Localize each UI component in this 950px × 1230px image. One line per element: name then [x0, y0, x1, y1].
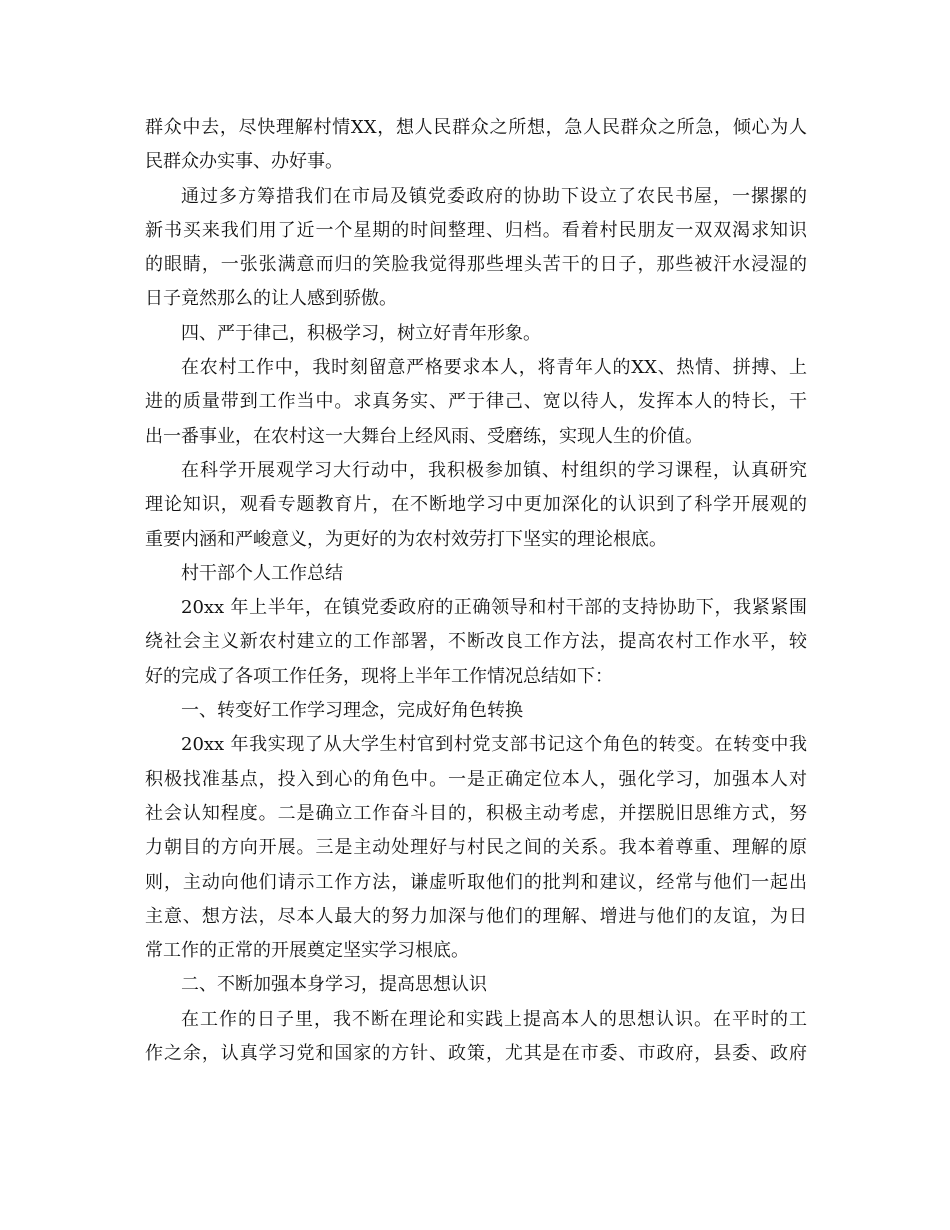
text-line: 作之余，认真学习党和国家的方针、政策，尤其是在市委、市政府，县委、政府 [145, 1043, 807, 1065]
text-line: 日子竟然那么的让人感到骄傲。 [145, 288, 397, 310]
document-body [145, 111, 807, 1071]
paragraph-first-line: 在农村工作中，我时刻留意严格要求本人，将青年人的XX、热情、拼搏、上 [181, 357, 807, 379]
paragraph-first-line: 在工作的日子里，我不断在理论和实践上提高本人的思想认识。在平时的工 [181, 1008, 807, 1030]
text-line: 的眼睛，一张张满意而归的笑脸我觉得那些埋头苦干的日子，那些被汗水浸湿的 [145, 254, 807, 276]
text-line: 进的质量带到工作当中。求真务实、严于律己、宽以待人，发挥本人的特长，干 [145, 391, 807, 413]
text-line: 社会认知程度。二是确立工作奋斗目的，积极主动考虑，并摆脱旧思维方式，努 [145, 802, 807, 824]
text-line: 理论知识，观看专题教育片，在不断地学习中更加深化的认识到了科学开展观的 [145, 494, 807, 516]
text-line: 则，主动向他们请示工作方法，谦虚听取他们的批判和建议，经常与他们一起出 [145, 871, 807, 893]
paragraph-first-line: 20xx 年上半年，在镇党委政府的正确领导和村干部的支持协助下，我紧紧围 [181, 597, 807, 619]
document-title: 村干部个人工作总结 [181, 562, 343, 584]
text-line: 新书买来我们用了近一个星期的时间整理、归档。看着村民朋友一双双渴求知识 [145, 219, 807, 241]
section-heading: 一、转变好工作学习理念，完成好角色转换 [181, 700, 523, 722]
text-line: 群众中去，尽快理解村情XX，想人民群众之所想，急人民群众之所急，倾心为人 [145, 117, 807, 138]
text-line: 主意、想方法，尽本人最大的努力加深与他们的理解、增进与他们的友谊，为日 [145, 905, 807, 927]
text-line: 出一番事业，在农村这一大舞台上经风雨、受磨练，实现人生的价值。 [145, 425, 703, 447]
text-line: 好的完成了各项工作任务，现将上半年工作情况总结如下： [145, 665, 613, 687]
section-heading: 四、严于律己，积极学习，树立好青年形象。 [181, 322, 541, 344]
text-line: 绕社会主义新农村建立的工作部署，不断改良工作方法，提高农村工作水平，较 [145, 631, 807, 653]
section-heading: 二、不断加强本身学习，提高思想认识 [181, 974, 487, 996]
text-line: 民群众办实事、办好事。 [145, 151, 343, 173]
text-line: 积极找准基点，投入到心的角色中。一是正确定位本人，强化学习，加强本人对 [145, 768, 807, 790]
text-line: 常工作的正常的开展奠定坚实学习根底。 [145, 940, 469, 962]
text-line: 重要内涵和严峻意义，为更好的为农村效劳打下坚实的理论根底。 [145, 528, 667, 550]
paragraph-first-line: 在科学开展观学习大行动中，我积极参加镇、村组织的学习课程，认真研究 [181, 459, 807, 481]
paragraph-first-line: 20xx 年我实现了从大学生村官到村党支部书记这个角色的转变。在转变中我 [181, 734, 807, 756]
text-line: 力朝目的方向开展。三是主动处理好与村民之间的关系。我本着尊重、理解的原 [145, 837, 807, 859]
paragraph-first-line: 通过多方筹措我们在市局及镇党委政府的协助下设立了农民书屋，一摞摞的 [181, 185, 807, 207]
